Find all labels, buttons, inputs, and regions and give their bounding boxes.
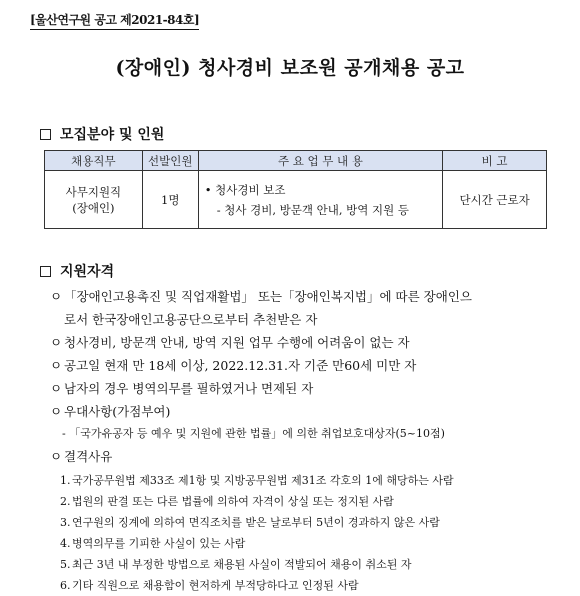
circle-bullet-icon: ㅇ — [50, 358, 63, 373]
item-text: 병역의무를 기피한 사실이 있는 사람 — [72, 537, 246, 550]
duty-main: • 청사경비 보조 — [204, 182, 286, 197]
item-text: 남자의 경우 병역의무를 필하였거나 면제된 자 — [64, 381, 314, 396]
job-qualifier: (장애인) — [72, 200, 115, 215]
circle-bullet-icon: ㅇ — [50, 289, 63, 304]
section-title: 지원자격 — [60, 264, 115, 280]
item-number: 5. — [60, 558, 71, 571]
item-text: 청사경비, 방문객 안내, 방역 지원 업무 수행에 어려움이 없는 자 — [64, 335, 410, 350]
list-item — [60, 554, 560, 575]
item-number: 3. — [60, 516, 71, 529]
circle-bullet-icon: ㅇ — [50, 381, 63, 396]
header-cell: 채용직무 — [45, 151, 143, 171]
list-item — [50, 285, 560, 331]
item-text: 결격사유 — [64, 449, 113, 464]
list-item — [60, 512, 560, 533]
item-text: 기타 직원으로 채용함이 현저하게 부적당하다고 인정된 사람 — [72, 579, 359, 592]
count-cell: 1명 — [142, 171, 198, 229]
qualification-list — [50, 285, 560, 468]
header-cell: 선발인원 — [142, 151, 198, 171]
duty-sub: - 청사 경비, 방문객 안내, 방역 지원 등 — [216, 202, 409, 217]
list-item — [50, 331, 560, 354]
item-subtext: - 「국가유공자 등 예우 및 지원에 관한 법률」에 의한 취업보호대상자(5~10점) — [62, 427, 445, 440]
item-number: 2. — [60, 495, 71, 508]
square-bullet-icon — [40, 266, 51, 277]
item-text: 우대사항(가점부여) — [64, 404, 171, 419]
section-qualification-heading — [40, 261, 114, 281]
section-title: 모집분야 및 인원 — [60, 127, 165, 143]
list-item — [60, 533, 560, 554]
job-title: 사무지원직 — [65, 184, 122, 199]
item-text-continued: 로서 한국장애인고용공단으로부터 추천받은 자 — [64, 312, 318, 327]
header-cell: 비 고 — [443, 151, 547, 171]
item-number: 1. — [60, 474, 71, 487]
list-item — [60, 470, 560, 491]
list-item — [50, 445, 560, 468]
item-text: 「장애인고용촉진 및 직업재활법」 또는「장애인복지법」에 따른 장애인으 — [64, 289, 472, 304]
table-row — [45, 171, 547, 229]
note-cell: 단시간 근로자 — [443, 171, 547, 229]
item-text: 공고일 현재 만 18세 이상, 2022.12.31.자 기준 만60세 미만 자 — [64, 358, 417, 373]
square-bullet-icon — [40, 129, 51, 140]
item-text: 최근 3년 내 부정한 방법으로 채용된 사실이 적발되어 채용이 취소된 자 — [72, 558, 412, 571]
circle-bullet-icon: ㅇ — [50, 335, 63, 350]
section-recruitment-heading — [40, 124, 164, 144]
list-item — [60, 575, 560, 596]
disqualification-list — [60, 470, 560, 596]
page-title: (장애인) 청사경비 보조원 공개채용 공고 — [115, 57, 465, 79]
list-item — [60, 491, 560, 512]
list-item — [50, 400, 560, 445]
circle-bullet-icon: ㅇ — [50, 404, 63, 419]
header-cell: 주 요 업 무 내 용 — [198, 151, 443, 171]
circle-bullet-icon: ㅇ — [50, 449, 63, 464]
item-text: 법원의 판결 또는 다른 법률에 의하여 자격이 상실 또는 정지된 사람 — [72, 495, 394, 508]
duties-cell — [198, 171, 443, 229]
job-cell — [45, 171, 143, 229]
table-header-row — [45, 151, 547, 171]
recruitment-table — [44, 150, 547, 229]
item-number: 6. — [60, 579, 71, 592]
item-number: 4. — [60, 537, 71, 550]
notice-number: [울산연구원 공고 제2021-84호] — [30, 11, 199, 30]
item-text: 국가공무원법 제33조 제1항 및 지방공무원법 제31조 각호의 1에 해당하는 사람 — [72, 474, 454, 487]
list-item — [50, 377, 560, 400]
item-text: 연구원의 징계에 의하여 면직조치를 받은 날로부터 5년이 경과하지 않은 사람 — [72, 516, 440, 529]
list-item — [50, 354, 560, 377]
